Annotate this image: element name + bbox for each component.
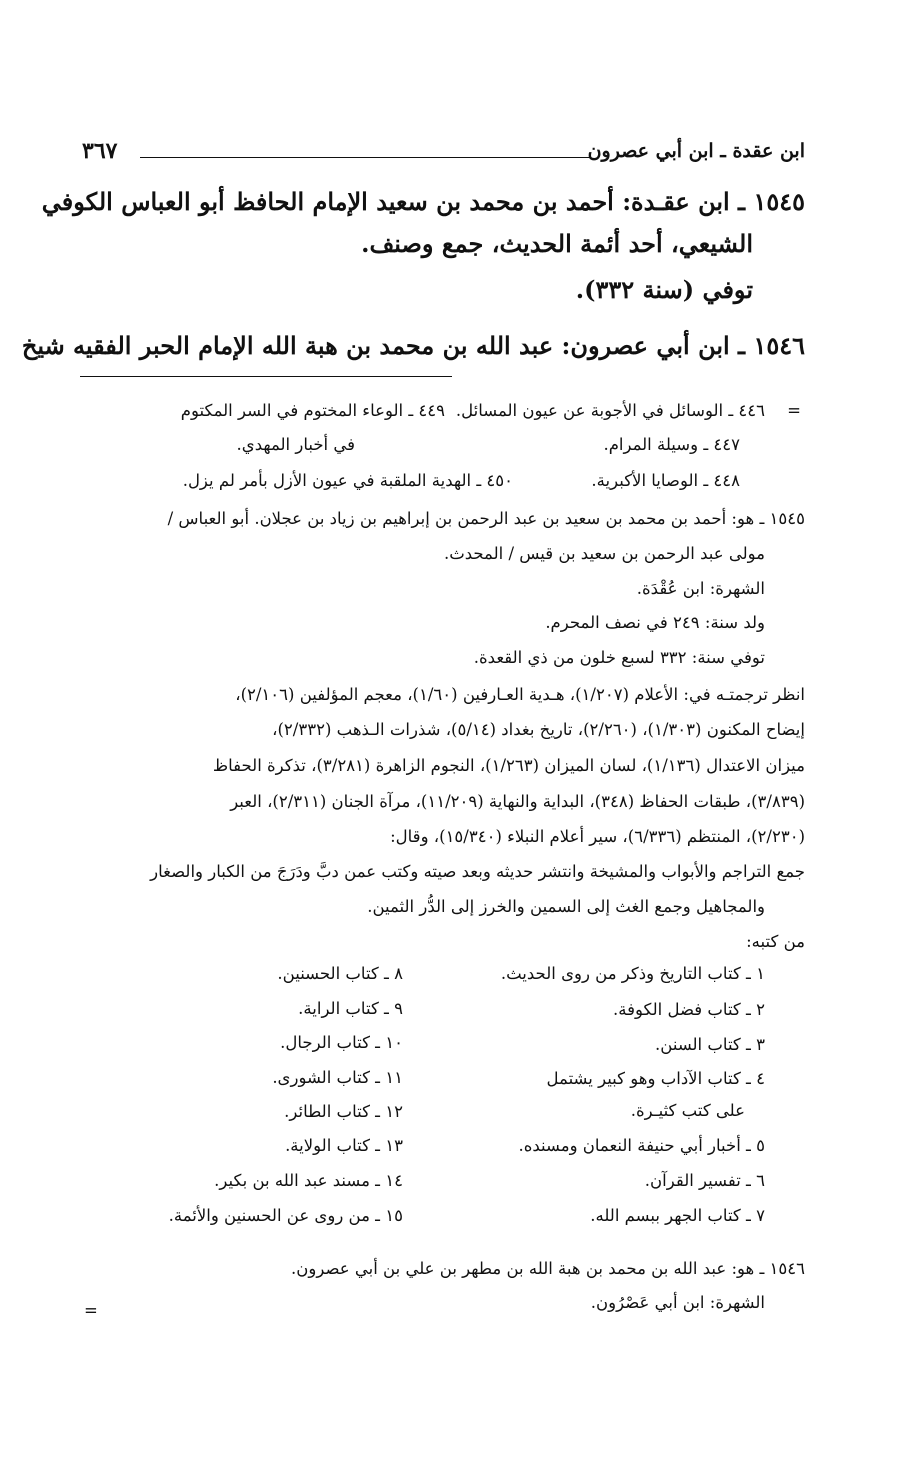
entry-1545-line-1: ١٥٤٥ ـ ابن عقـدة: أحمد بن محمد بن سعيد الإمام الحافظ أبو العباس الكوفي [41, 187, 805, 216]
note-1545-quote-1: جمع التراجم والأبواب والمشيخة وانتشر حديثه وبعد صيته وكتب عمن دبَّ ودَرَجَ من الكبار والصغار [150, 862, 805, 881]
running-head: ابن عقدة ـ ابن أبي عصرون [587, 140, 805, 162]
book-5: ٥ ـ أخبار أبي حنيفة النعمان ومسنده. [518, 1136, 765, 1155]
book-9: ٩ ـ كتاب الراية. [298, 999, 403, 1018]
note-1546-line-1: ١٥٤٦ ـ هو: عبد الله بن محمد بن هبة الله بن مطهر بن علي بن أبي عصرون. [291, 1259, 805, 1278]
entry-1546-line-1: ١٥٤٦ ـ ابن أبي عصرون: عبد الله بن محمد بن هبة الله الإمام الحبر الفقيه شيخ [21, 331, 805, 360]
prev-book-448: ٤٤٨ ـ الوصايا الأكبرية. [591, 471, 740, 490]
note-1545-birth: ولد سنة: ٢٤٩ في نصف المحرم. [545, 613, 765, 632]
header-rule [140, 157, 590, 158]
book-7: ٧ ـ كتاب الجهر ببسم الله. [590, 1206, 765, 1225]
note-1545-fame: الشهرة: ابن عُقْدَة. [636, 579, 765, 598]
book-14: ١٤ ـ مسند عبد الله بن بكير. [214, 1171, 403, 1190]
books-label: من كتبه: [746, 932, 805, 951]
continuation-mark: = [787, 401, 801, 420]
prev-book-447: ٤٤٧ ـ وسيلة المرام. [603, 435, 740, 454]
book-4-cont: على كتب كثيـرة. [630, 1101, 745, 1120]
book-6: ٦ ـ تفسير القرآن. [644, 1171, 765, 1190]
prev-book-449: ٤٤٩ ـ الوعاء المختوم في السر المكتوم [180, 401, 445, 420]
entry-1545-line-2: الشيعي، أحد أئمة الحديث، جمع وصنف. [361, 229, 753, 258]
book-2: ٢ ـ كتاب فضل الكوفة. [612, 1000, 765, 1019]
book-10: ١٠ ـ كتاب الرجال. [280, 1033, 403, 1052]
note-1545-death: توفي سنة: ٣٣٢ لسبع خلون من ذي القعدة. [473, 648, 765, 667]
book-12: ١٢ ـ كتاب الطائر. [284, 1102, 403, 1121]
note-1545-refs-5: (٢/٢٣٠)، المنتظم (٦/٣٣٦)، سير أعلام النبلاء (١٥/٣٤٠)، وقال: [390, 827, 805, 846]
prev-book-449-cont: في أخبار المهدي. [236, 435, 355, 454]
prev-book-450: ٤٥٠ ـ الهدية الملقبة في عيون الأزل بأمر لم يزل. [182, 471, 513, 490]
note-1546-fame: الشهرة: ابن أبي عَصْرُون. [590, 1293, 765, 1312]
note-1545-refs-3: ميزان الاعتدال (١/١٣٦)، لسان الميزان (١/٢٦٣)، النجوم الزاهرة (٣/٢٨١)، تذكرة الحفاظ [212, 756, 805, 775]
note-1545-quote-2: والمجاهيل وجمع الغث إلى السمين والخرز إلى الدُّر الثمين. [367, 897, 765, 916]
book-11: ١١ ـ كتاب الشورى. [272, 1068, 403, 1087]
book-3: ٣ ـ كتاب السنن. [655, 1035, 765, 1054]
note-1545-refs-4: (٣/٨٣٩)، طبقات الحفاظ (٣٤٨)، البداية والنهاية (١١/٢٠٩)، مرآة الجنان (٢/٣١١)، العبر [230, 792, 805, 811]
note-1545-refs-2: إيضاح المكنون (١/٣٠٣)، (٢/٢٦٠)، تاريخ بغداد (٥/١٤)، شذرات الـذهب (٢/٣٣٢)، [272, 720, 805, 739]
book-15: ١٥ ـ من روى عن الحسنين والأئمة. [168, 1206, 403, 1225]
note-1545-refs-1: انظر ترجمتـه في: الأعلام (١/٢٠٧)، هـدية العـارفين (١/٦٠)، معجم المؤلفين (٢/١٠٦)، [235, 685, 805, 704]
note-1545-line-2: مولى عبد الرحمن بن سعيد بن قيس / المحدث. [443, 544, 765, 563]
prev-book-446: ٤٤٦ ـ الوسائل في الأجوبة عن عيون المسائل. [455, 401, 765, 420]
footnote-separator [80, 376, 452, 377]
book-4: ٤ ـ كتاب الآداب وهو كبير يشتمل [546, 1069, 765, 1088]
book-13: ١٣ ـ كتاب الولاية. [285, 1136, 403, 1155]
continuation-mark-bottom: = [84, 1301, 98, 1320]
entry-1545-line-3: توفي (سنة ٣٣٢). [575, 275, 753, 304]
page-number: ٣٦٧ [82, 138, 118, 164]
note-1545-line-1: ١٥٤٥ ـ هو: أحمد بن محمد بن سعيد بن عبد الرحمن بن إبراهيم بن زياد بن عجلان. أبو العباس / [167, 509, 805, 528]
book-8: ٨ ـ كتاب الحسنين. [277, 964, 403, 983]
book-1: ١ ـ كتاب التاريخ وذكر من روى الحديث. [500, 964, 765, 983]
